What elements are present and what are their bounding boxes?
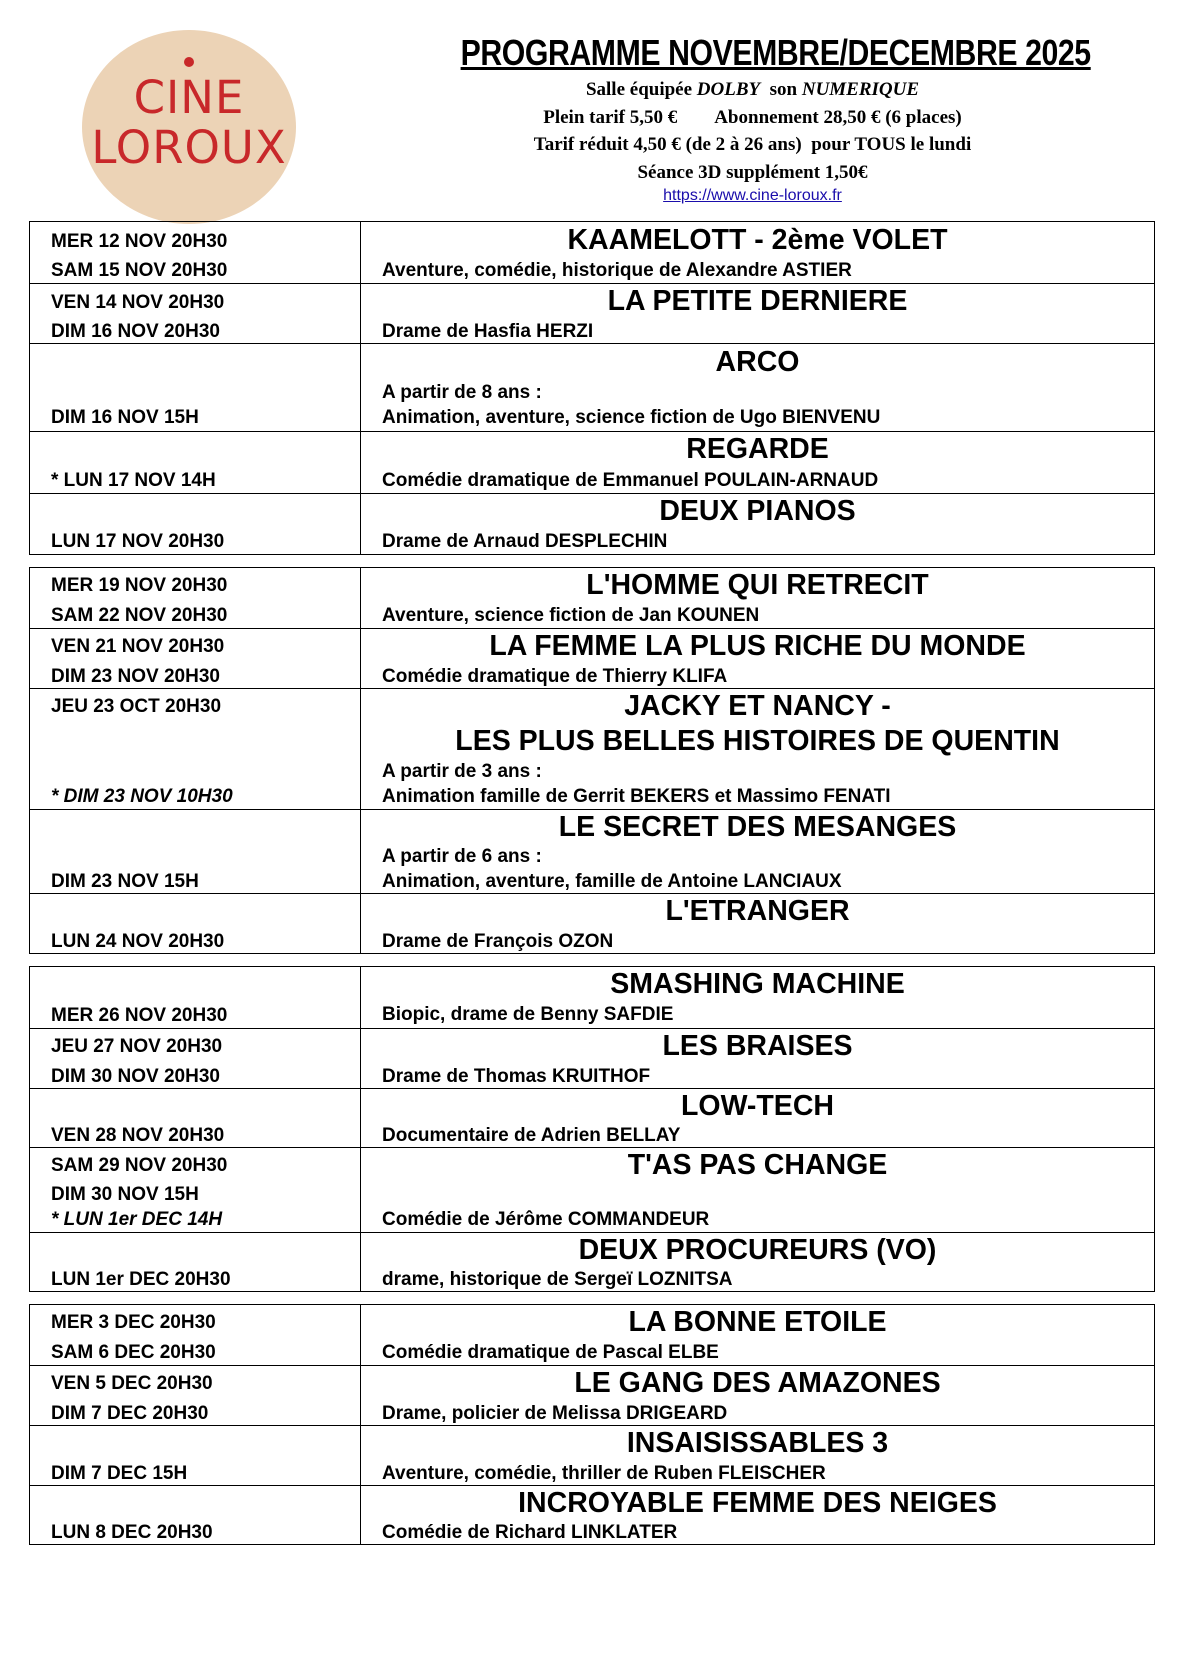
film-genre: Comédie de Richard LINKLATER [382, 1522, 678, 1543]
film-genre: Aventure, comédie, historique de Alexandre ASTIER [382, 260, 852, 281]
screening-date: DIM 16 NOV 20H30 [51, 321, 220, 342]
film-row-t-as-pas-change [30, 1147, 1154, 1233]
film-title: LA PETITE DERNIERE [607, 285, 908, 317]
film-title: DEUX PIANOS [659, 495, 856, 527]
screening-date: DIM 23 NOV 15H [51, 871, 199, 892]
film-row-le-gang-des-amazones [30, 1365, 1154, 1426]
cinema-logo [82, 30, 296, 224]
screening-date: LUN 8 DEC 20H30 [51, 1522, 213, 1543]
screening-date: DIM 23 NOV 20H30 [51, 666, 220, 687]
logo-dot-icon [184, 57, 194, 67]
screening-date: * LUN 1er DEC 14H [51, 1209, 223, 1230]
screening-date: VEN 21 NOV 20H30 [51, 636, 225, 657]
film-row-regarde [30, 431, 1154, 494]
film-age: A partir de 3 ans : [382, 761, 542, 782]
full-price-line: Plein tarif 5,50 € Abonnement 28,50 € (6 places) [543, 106, 962, 128]
film-title: JACKY ET NANCY - [624, 690, 891, 722]
film-title: LA BONNE ETOILE [628, 1306, 887, 1338]
film-age: A partir de 6 ans : [382, 846, 542, 867]
film-title: LOW-TECH [681, 1090, 834, 1122]
screening-date: LUN 17 NOV 20H30 [51, 531, 225, 552]
screening-date: SAM 6 DEC 20H30 [51, 1342, 216, 1363]
film-genre: Animation, aventure, famille de Antoine LANCIAUX [382, 871, 842, 892]
schedule-block-2 [29, 567, 1155, 954]
screening-date: SAM 15 NOV 20H30 [51, 260, 228, 281]
dolby-text: DOLBY [696, 79, 761, 100]
film-row-kaamelott [30, 222, 1154, 283]
film-row-insaisissables-3 [30, 1425, 1154, 1486]
screening-date: VEN 28 NOV 20H30 [51, 1125, 225, 1146]
film-genre: Comédie dramatique de Pascal ELBE [382, 1342, 719, 1363]
screening-date: DIM 16 NOV 15H [51, 407, 199, 428]
numeric-text: NUMERIQUE [801, 79, 920, 100]
screening-date: DIM 30 NOV 15H [51, 1184, 199, 1205]
film-row-le-secret-des-mesanges [30, 809, 1154, 894]
film-title: LE SECRET DES MESANGES [558, 811, 957, 843]
film-row-arco [30, 343, 1154, 432]
screening-date: DIM 30 NOV 20H30 [51, 1066, 220, 1087]
screening-date: SAM 22 NOV 20H30 [51, 605, 228, 626]
screening-date: LUN 1er DEC 20H30 [51, 1269, 231, 1290]
film-genre: Comédie de Jérôme COMMANDEUR [382, 1209, 710, 1230]
film-title: T'AS PAS CHANGE [627, 1149, 888, 1181]
film-row-l-homme-qui-retrecit [30, 568, 1154, 628]
screening-date: MER 19 NOV 20H30 [51, 575, 228, 596]
screening-date: SAM 29 NOV 20H30 [51, 1155, 228, 1176]
schedule-block-4 [29, 1304, 1155, 1545]
logo-line-1: CINE [133, 71, 245, 124]
film-row-les-braises [30, 1028, 1154, 1089]
website-link[interactable]: https://www.cine-loroux.fr [663, 187, 842, 204]
screening-date: VEN 5 DEC 20H30 [51, 1373, 213, 1394]
screening-date: JEU 27 NOV 20H30 [51, 1036, 223, 1057]
screening-date: VEN 14 NOV 20H30 [51, 292, 225, 313]
film-genre: Animation, aventure, science fiction de Ugo BIENVENU [382, 407, 881, 428]
film-title-line-2: LES PLUS BELLES HISTOIRES DE QUENTIN [455, 725, 1060, 757]
screening-date: MER 26 NOV 20H30 [51, 1005, 228, 1026]
screening-date: * DIM 23 NOV 10H30 [51, 786, 233, 807]
screening-date: * LUN 17 NOV 14H [51, 470, 216, 491]
screening-date: MER 3 DEC 20H30 [51, 1312, 216, 1333]
film-genre: Comédie dramatique de Thierry KLIFA [382, 666, 728, 687]
film-title: LE GANG DES AMAZONES [574, 1367, 941, 1399]
page-title: PROGRAMME NOVEMBRE/DECEMBRE 2025 [460, 32, 1091, 73]
sound-text: son [760, 79, 802, 100]
equipment-line [405, 76, 1100, 104]
film-row-incroyable-femme-des-neiges [30, 1485, 1154, 1545]
film-genre: Documentaire de Adrien BELLAY [382, 1125, 681, 1146]
film-title: L'HOMME QUI RETRECIT [586, 569, 929, 601]
film-row-la-petite-derniere [30, 283, 1154, 344]
screening-date: DIM 7 DEC 15H [51, 1463, 188, 1484]
film-title: L'ETRANGER [665, 895, 850, 927]
film-genre: Animation famille de Gerrit BEKERS et Massimo FENATI [382, 786, 891, 807]
film-genre: Aventure, science fiction de Jan KOUNEN [382, 605, 760, 626]
screening-date: DIM 7 DEC 20H30 [51, 1403, 209, 1424]
film-row-la-bonne-etoile [30, 1305, 1154, 1365]
film-row-low-tech [30, 1088, 1154, 1148]
film-age: A partir de 8 ans : [382, 382, 542, 403]
film-title: LES BRAISES [662, 1030, 853, 1062]
film-genre: drame, historique de Sergeï LOZNITSA [382, 1269, 733, 1290]
film-title: INSAISISSABLES 3 [626, 1427, 889, 1459]
film-row-l-etranger [30, 893, 1154, 954]
film-genre: Biopic, drame de Benny SAFDIE [382, 1004, 674, 1025]
logo-line-2: LOROUX [91, 121, 287, 174]
schedule-block-1 [29, 221, 1155, 555]
film-title: SMASHING MACHINE [610, 968, 905, 1000]
film-row-deux-procureurs [30, 1232, 1154, 1292]
film-genre: Drame de François OZON [382, 931, 614, 952]
film-row-jacky-et-nancy [30, 688, 1154, 810]
film-genre: Drame de Arnaud DESPLECHIN [382, 531, 668, 552]
film-genre: Drame de Hasfia HERZI [382, 321, 594, 342]
screening-date: MER 12 NOV 20H30 [51, 231, 228, 252]
schedule-block-3 [29, 966, 1155, 1292]
screening-date: JEU 23 OCT 20H30 [51, 696, 222, 717]
film-row-smashing-machine [30, 967, 1154, 1028]
film-title: ARCO [715, 346, 800, 378]
film-row-deux-pianos [30, 493, 1154, 555]
reduced-price-line: Tarif réduit 4,50 € (de 2 à 26 ans) pour TOUS le lundi [533, 134, 972, 155]
film-genre: Drame, policier de Melissa DRIGEARD [382, 1403, 728, 1424]
film-title: DEUX PROCUREURS (VO) [578, 1234, 937, 1266]
film-genre: Aventure, comédie, thriller de Ruben FLEISCHER [382, 1463, 826, 1484]
film-title: LA FEMME LA PLUS RICHE DU MONDE [489, 630, 1026, 662]
film-row-la-femme-la-plus-riche-du-monde [30, 628, 1154, 689]
film-genre: Drame de Thomas KRUITHOF [382, 1066, 651, 1087]
equipment-text: Salle équipée [585, 79, 697, 100]
3d-supplement-line: Séance 3D supplément 1,50€ [637, 161, 868, 183]
film-title: INCROYABLE FEMME DES NEIGES [518, 1487, 997, 1519]
screening-date: LUN 24 NOV 20H30 [51, 931, 225, 952]
program-header [405, 30, 1100, 206]
film-genre: Comédie dramatique de Emmanuel POULAIN-ARNAUD [382, 470, 879, 491]
film-title: KAAMELOTT - 2ème VOLET [567, 224, 948, 256]
film-title: REGARDE [686, 433, 829, 465]
